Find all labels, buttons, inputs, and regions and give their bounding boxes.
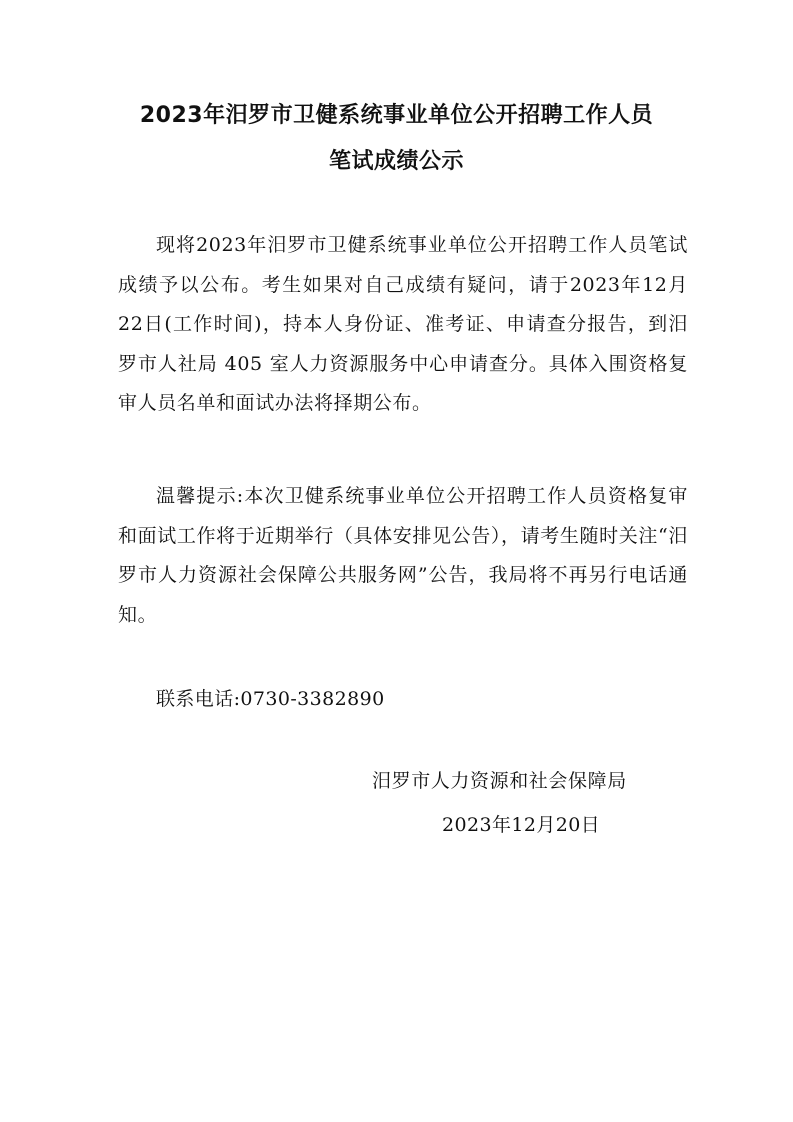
issue-date: 2023年12月20日 <box>442 814 601 836</box>
reminder-paragraph: 温馨提示:本次卫健系统事业单位公开招聘工作人员资格复审和面试工作将于近期举行（具体安排见公告），请考生随时关注“汨罗市人力资源社会保障公共服务网”公告，我局将不再另行电话通知。 <box>118 485 688 626</box>
announcement-paragraph: 现将2023年汨罗市卫健系统事业单位公开招聘工作人员笔试成绩予以公布。考生如果对自己成绩有疑问，请于2023年12月22日(工作时间)，持本人身份证、准考证、申请查分报告，到汨罗市人社局 405 室人力资源服务中心申请查分。具体入围资格复审人员名单和面试办法将择期公布。 <box>118 234 688 414</box>
contact-phone: 联系电话:0730-3382890 <box>156 688 385 710</box>
issuer-signature: 汨罗市人力资源和社会保障局 <box>372 770 627 792</box>
document-title-line-1: 2023年汨罗市卫健系统事业单位公开招聘工作人员 <box>139 103 654 128</box>
document-title-line-2: 笔试成绩公示 <box>328 149 464 174</box>
